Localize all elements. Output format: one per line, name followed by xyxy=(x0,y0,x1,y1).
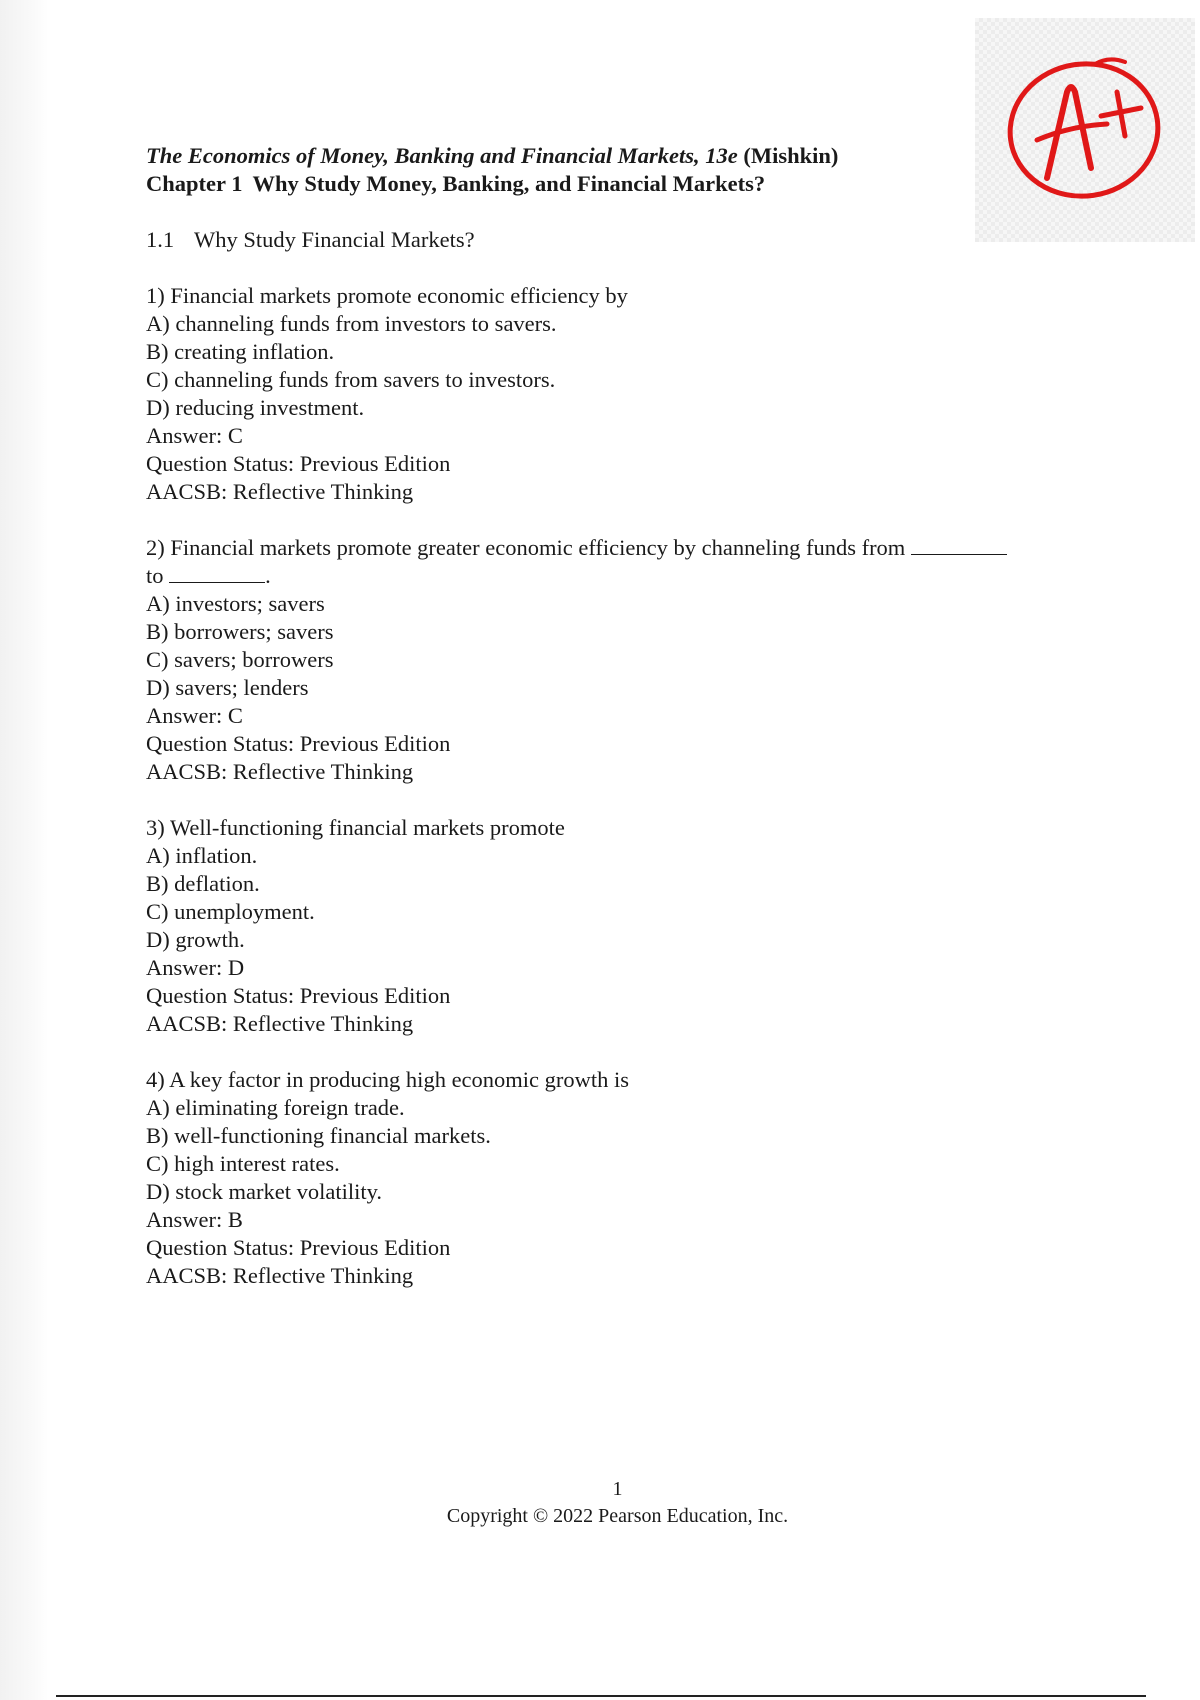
fill-in-blank-1 xyxy=(911,534,1007,555)
answer: Answer: C xyxy=(146,423,243,448)
question-1 xyxy=(146,282,1106,506)
question-stem-part-1: 2) Financial markets promote greater economic efficiency by channeling funds from xyxy=(146,535,906,560)
question-3 xyxy=(146,814,1106,1038)
section-title: Why Study Financial Markets? xyxy=(194,227,475,252)
question-status: Question Status: Previous Edition xyxy=(146,731,451,756)
page-bottom-divider xyxy=(56,1695,1146,1697)
option-c: C) high interest rates. xyxy=(146,1151,340,1176)
section-heading xyxy=(146,226,1106,254)
option-d: D) savers; lenders xyxy=(146,675,309,700)
section-number: 1.1 xyxy=(146,227,175,252)
question-status: Question Status: Previous Edition xyxy=(146,451,451,476)
copyright-notice: Copyright © 2022 Pearson Education, Inc. xyxy=(446,1505,789,1527)
chapter-number: Chapter 1 xyxy=(146,171,243,196)
option-c: C) unemployment. xyxy=(146,899,315,924)
option-c: C) savers; borrowers xyxy=(146,647,334,672)
book-title: The Economics of Money, Banking and Financial Markets, 13e xyxy=(146,143,738,168)
question-stem: 4) A key factor in producing high economic growth is xyxy=(146,1067,630,1092)
aacsb-tag: AACSB: Reflective Thinking xyxy=(146,1263,414,1288)
book-author: (Mishkin) xyxy=(743,143,839,168)
option-a: A) channeling funds from investors to savers. xyxy=(146,311,557,336)
chapter-heading xyxy=(146,170,1106,198)
question-2 xyxy=(146,534,1106,786)
option-d: D) growth. xyxy=(146,927,245,952)
question-stem-line-1 xyxy=(146,534,1106,562)
answer: Answer: D xyxy=(146,955,245,980)
page-number: 1 xyxy=(612,1478,623,1500)
fill-in-blank-2 xyxy=(169,562,265,583)
question-status: Question Status: Previous Edition xyxy=(146,983,451,1008)
option-c: C) channeling funds from savers to investors. xyxy=(146,367,556,392)
question-stem-part-2: to xyxy=(146,563,164,588)
question-stem-line-2 xyxy=(146,562,1106,590)
answer: Answer: B xyxy=(146,1207,243,1232)
answer: Answer: C xyxy=(146,703,243,728)
question-stem: 3) Well-functioning financial markets promote xyxy=(146,815,565,840)
question-status: Question Status: Previous Edition xyxy=(146,1235,451,1260)
option-a: A) eliminating foreign trade. xyxy=(146,1095,405,1120)
option-d: D) reducing investment. xyxy=(146,395,365,420)
option-a: A) inflation. xyxy=(146,843,258,868)
aacsb-tag: AACSB: Reflective Thinking xyxy=(146,759,414,784)
document-content xyxy=(146,142,1106,1290)
question-4 xyxy=(146,1066,1106,1290)
option-b: B) creating inflation. xyxy=(146,339,335,364)
option-b: B) deflation. xyxy=(146,871,260,896)
book-title-line xyxy=(146,142,1106,170)
option-b: B) well-functioning financial markets. xyxy=(146,1123,491,1148)
option-a: A) investors; savers xyxy=(146,591,325,616)
question-stem-end: . xyxy=(265,563,271,588)
chapter-title: Why Study Money, Banking, and Financial Markets? xyxy=(252,171,766,196)
aacsb-tag: AACSB: Reflective Thinking xyxy=(146,1011,414,1036)
option-d: D) stock market volatility. xyxy=(146,1179,382,1204)
page-edge-shadow xyxy=(0,0,48,1700)
question-stem: 1) Financial markets promote economic efficiency by xyxy=(146,283,628,308)
option-b: B) borrowers; savers xyxy=(146,619,334,644)
aacsb-tag: AACSB: Reflective Thinking xyxy=(146,479,414,504)
